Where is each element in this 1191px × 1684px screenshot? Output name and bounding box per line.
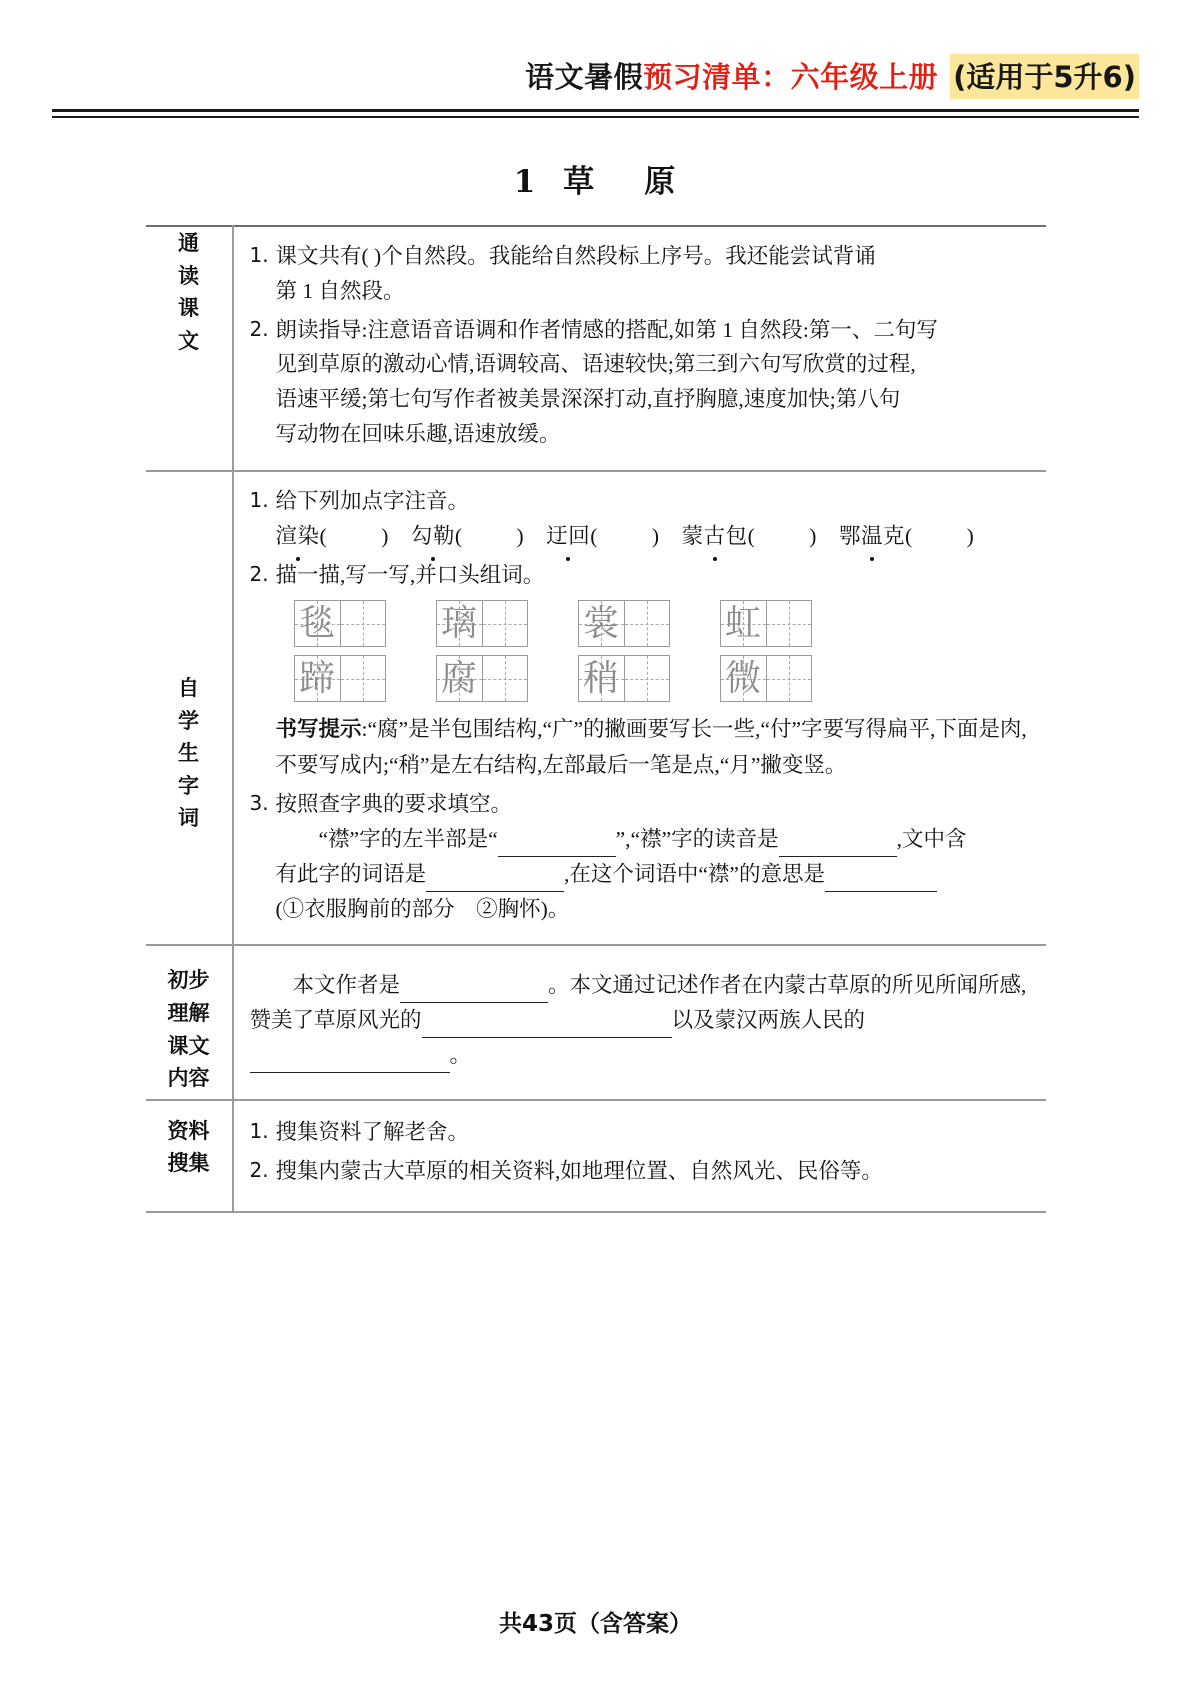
fill-blank[interactable] [400, 1002, 548, 1003]
grid-cell-filled[interactable] [295, 601, 340, 646]
page-header [0, 0, 1191, 99]
grid-cell-empty[interactable] [766, 601, 811, 646]
writing-tips-label: 书写提示 [275, 717, 362, 743]
row-label-char: 课文 [167, 1033, 210, 1058]
row-label-char: 读 [178, 263, 199, 288]
item-number: 1. [249, 1118, 269, 1143]
row-label-research [146, 1100, 233, 1212]
row-label-char: 内容 [167, 1066, 210, 1091]
practice-char: 腐 [440, 657, 477, 699]
item-line: 课文共有( )个自然段。我能给自然段标上序号。我还能尝试背诵 [275, 244, 876, 268]
lesson-name-part2: 原 [644, 164, 678, 200]
dict-task-line1 [276, 822, 1032, 857]
char-group[interactable] [294, 655, 386, 702]
row-label-char: 资料 [167, 1118, 210, 1143]
grid-cell-filled[interactable] [579, 656, 624, 701]
row-label-char: 文 [178, 328, 199, 353]
pinyin-word: 蒙古包( ) [682, 524, 817, 548]
header-title-black: 语文暑假 [525, 60, 644, 94]
dict-task-line2 [276, 857, 1032, 892]
char-group[interactable] [720, 655, 812, 702]
item-number: 3. [249, 791, 269, 816]
grid-cell-filled[interactable] [437, 656, 482, 701]
pinyin-word: 勾勒( ) [411, 524, 524, 548]
comprehension-text-c: 以及蒙汉两族人民的 [671, 1008, 866, 1033]
dict-line1-c: ,文中含 [896, 826, 967, 851]
row-label-char: 初步 [167, 968, 210, 993]
item-text [276, 484, 1032, 554]
row-label-char: 搜集 [167, 1151, 210, 1176]
char-group[interactable] [294, 600, 386, 647]
table-row-self-study [146, 471, 1046, 945]
grid-row [294, 600, 1032, 647]
row-label-char: 自 [178, 675, 199, 700]
writing-tips [276, 712, 1032, 783]
list-item [250, 313, 1032, 452]
list-item [250, 484, 1032, 554]
list-item [250, 239, 1032, 309]
lesson-name-part1: 草 [563, 164, 597, 200]
item-line: 语速平缓;第七句写作者被美景深深打动,直抒胸臆,速度加快;第八句 [275, 387, 901, 412]
dict-task-line3: (①衣服胸前的部分 ②胸怀)。 [275, 896, 570, 921]
item-line: 朗读指导:注意语音语调和作者情感的搭配,如第 1 自然段:第一、二句写 [275, 317, 938, 342]
dotted-char: 鄂温克 [839, 519, 905, 554]
header-title-red: 预习清单：六年级上册 [643, 60, 939, 94]
row-label-char: 通 [178, 231, 199, 255]
practice-char: 璃 [440, 602, 477, 644]
item-line: 写动物在回味乐趣,语速放缓。 [275, 422, 561, 447]
write-task-title: 描一描,写一写,并口头组词。 [275, 562, 545, 587]
table-row-read-text [146, 226, 1046, 471]
dict-line2-a: 有此字的词语是 [275, 861, 427, 886]
row-label-char: 理解 [167, 1000, 210, 1025]
grid-cell-filled[interactable] [437, 601, 482, 646]
practice-char: 裳 [582, 602, 619, 644]
practice-char: 蹄 [298, 657, 335, 699]
list-item [250, 787, 1032, 926]
char-group[interactable] [578, 655, 670, 702]
row-label-read-text [146, 226, 233, 471]
dict-line2-b: ,在这个词语中“襟”的意思是 [564, 861, 825, 886]
row-label-char: 课 [178, 296, 199, 321]
comprehension-text-a: 本文作者是 [292, 973, 401, 998]
page-title [0, 156, 1191, 201]
item-text [276, 787, 1032, 926]
item-number: 2. [249, 1157, 269, 1182]
pinyin-word-list [276, 519, 1032, 554]
row-label-char: 学 [178, 708, 199, 733]
table-row-research [146, 1100, 1046, 1212]
grid-cell-empty[interactable] [482, 656, 527, 701]
grid-cell-empty[interactable] [766, 656, 811, 701]
table-row-comprehension [146, 945, 1046, 1099]
practice-char: 虹 [724, 602, 761, 644]
dotted-char: 蒙古包 [682, 519, 748, 554]
header-divider-rules [52, 109, 1139, 118]
row-body-research [233, 1100, 1046, 1212]
grid-cell-empty[interactable] [340, 601, 385, 646]
dotted-char: 迂回 [546, 519, 590, 554]
item-line: 见到草原的激动心情,语调较高、语速较快;第三到六句写欣赏的过程, [275, 352, 916, 377]
grid-cell-empty[interactable] [624, 601, 669, 646]
fill-blank[interactable] [250, 1072, 450, 1073]
char-group[interactable] [578, 600, 670, 647]
header-title [525, 60, 938, 94]
row-label-comprehension [146, 945, 233, 1099]
row-label-self-study [146, 471, 233, 945]
comprehension-paragraph [250, 968, 1032, 1072]
lesson-number: 1 [513, 164, 538, 200]
row-label-char: 字 [178, 773, 199, 798]
pinyin-task-title: 给下列加点字注音。 [275, 488, 470, 513]
row-label-char: 词 [178, 806, 199, 831]
grid-cell-empty[interactable] [482, 601, 527, 646]
item-number: 1. [249, 487, 269, 512]
grid-cell-empty[interactable] [340, 656, 385, 701]
dotted-char: 勾勒 [411, 519, 455, 554]
comprehension-text-d: 。 [449, 1043, 472, 1068]
row-body-read-text [233, 226, 1046, 471]
char-group[interactable] [720, 600, 812, 647]
list-item [250, 1154, 1032, 1189]
char-group[interactable] [436, 655, 528, 702]
fill-blank[interactable] [825, 891, 937, 892]
item-text: 搜集内蒙古大草原的相关资料,如地理位置、自然风光、民俗等。 [275, 1158, 883, 1183]
row-label-char: 生 [178, 741, 199, 766]
item-text: 搜集资料了解老舍。 [275, 1119, 470, 1144]
character-practice-grid [276, 600, 1032, 702]
dict-line1-a: “襟”字的左半部是“ [318, 826, 498, 851]
char-group[interactable] [436, 600, 528, 647]
practice-char: 毯 [298, 602, 335, 644]
item-text [276, 558, 1032, 783]
item-number: 2. [249, 316, 269, 341]
list-item [250, 558, 1032, 783]
writing-tips-text: :“腐”是半包围结构,“广”的撇画要写长一些,“付”字要写得扁平,下面是肉,不要写成内;“稍”是左右结构,左部最后一笔是点,“月”撇变竖。 [275, 717, 1027, 778]
item-line: 第 1 自然段。 [275, 278, 405, 303]
row-body-self-study [233, 471, 1046, 945]
grid-cell-filled[interactable] [295, 656, 340, 701]
fill-blank[interactable] [422, 1037, 672, 1038]
dict-task-title: 按照查字典的要求填空。 [275, 792, 513, 817]
practice-char: 微 [724, 657, 761, 699]
list-item [250, 1115, 1032, 1150]
grid-cell-filled[interactable] [721, 656, 766, 701]
pinyin-word: 鄂温克( ) [839, 524, 974, 548]
item-number: 1. [249, 243, 269, 267]
worksheet-table [146, 225, 1046, 1213]
item-text [276, 239, 1032, 309]
header-badge: (适用于5升6) [950, 54, 1139, 99]
pinyin-word: 迂回( ) [546, 524, 659, 548]
comprehension-text-b: 。本文通过记述作者在内蒙古草原的所见所闻所感,赞美了草原风光的 [249, 973, 1027, 1033]
grid-cell-empty[interactable] [624, 656, 669, 701]
page-footer: 共43页（含答案） [498, 1611, 692, 1637]
grid-row [294, 655, 1032, 702]
item-number: 2. [249, 561, 269, 586]
practice-char: 稍 [582, 657, 619, 699]
row-body-comprehension [233, 945, 1046, 1099]
item-text [276, 313, 1032, 452]
pinyin-word: 渲染( ) [276, 524, 389, 548]
dict-line1-b: ”,“襟”字的读音是 [615, 826, 779, 851]
dotted-char: 渲染 [276, 519, 320, 554]
grid-cell-filled[interactable] [579, 601, 624, 646]
grid-cell-filled[interactable] [721, 601, 766, 646]
